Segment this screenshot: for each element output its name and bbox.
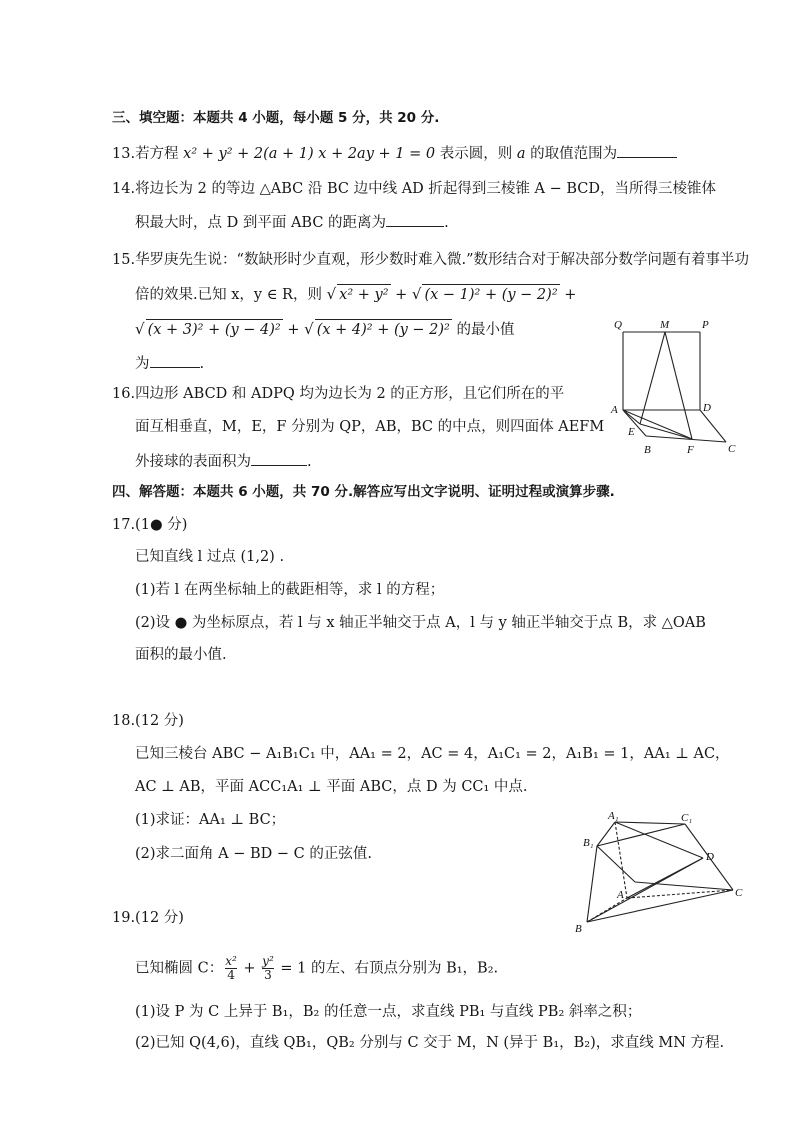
question-15-line-4: 为 . <box>135 353 204 374</box>
question-16-line-2: 面互相垂直，M，E，F 分别为 QP，AB，BC 的中点，则四面体 AEFM <box>135 419 605 435</box>
question-18-stem-2: AC ⊥ AB，平面 ACC₁A₁ ⊥ 平面 ABC，点 D 为 CC₁ 中点. <box>135 779 528 795</box>
q13-equation: x² + y² + 2(a + 1) x + 2ay + 1 = 0 <box>183 146 436 162</box>
fig18-label-b1: B₁ <box>583 837 594 849</box>
question-14-line-2: 积最大时，点 D 到平面 ABC 的距离为 . <box>135 212 449 233</box>
sqrt-term-1: x² + y² <box>337 284 390 305</box>
answer-blank <box>617 143 677 158</box>
fig16-label-m: M <box>660 319 670 331</box>
question-18-stem-1: 已知三棱台 ABC − A₁B₁C₁ 中，AA₁ = 2，AC = 4，A₁C₁ = 2，A₁B₁ = 1，AA₁ ⊥ AC， <box>135 746 730 762</box>
section-3-header: 三、填空题：本题共 4 小题，每小题 5 分，共 20 分. <box>112 110 440 126</box>
fig18-label-a1: A₁ <box>608 810 619 822</box>
fig16-label-p: P <box>702 319 709 331</box>
question-14-line-1: 14.将边长为 2 的等边 △ABC 沿 BC 边中线 AD 折起得到三棱锥 A − BCD，当所得三棱锥体 <box>112 181 717 197</box>
fig16-label-c: C <box>728 443 736 455</box>
question-19-part-2: (2)已知 Q(4,6)，直线 QB₁，QB₂ 分别与 C 交于 M，N (异于 B₁，B₂)，求直线 MN 方程. <box>135 1035 725 1051</box>
question-15-line-1: 15.华罗庚先生说：“数缺形时少直观，形少数时难入微.”数形结合对于解决部分数学问题有着事半功 <box>112 252 749 268</box>
fig16-label-f: F <box>687 444 694 456</box>
question-19-heading: 19.(12 分) <box>112 910 184 926</box>
sqrt-term-4: (x + 4)² + (y − 2)² <box>315 319 452 340</box>
answer-blank <box>386 212 444 227</box>
question-15-line-3: √ (x + 3)² + (y − 4)² + √ (x + 4)² + (y − 2)² 的最小值 <box>135 320 515 338</box>
fig18-label-d: D <box>706 851 714 863</box>
fig18-label-a: A <box>617 889 624 901</box>
sqrt-term-2: (x − 1)² + (y − 2)² <box>422 284 559 305</box>
figure-18-frustum <box>575 810 750 935</box>
fig18-label-b: B <box>575 923 582 935</box>
sqrt-term-3: (x + 3)² + (y − 4)² <box>146 319 283 340</box>
question-19-stem: 已知椭圆 C： $\frac{\text{x²}}{4}$ + $\frac{\text{y²}}{3}$ = 1 的左、右顶点分别为 B₁，B₂. <box>135 954 499 982</box>
question-18-part-2: (2)求二面角 A − BD − C 的正弦值. <box>135 846 372 862</box>
fraction-x2-over-4: $\frac{\text{x²}}{4}$ <box>225 954 237 982</box>
question-13: 13.若方程 x² + y² + 2(a + 1) x + 2ay + 1 = 0 表示圆，则 a 的取值范围为 <box>112 143 677 164</box>
question-17-stem: 已知直线 l 过点 (1,2) . <box>135 549 285 565</box>
fig18-label-c: C <box>735 887 743 899</box>
question-17-part-1: (1)若 l 在两坐标轴上的截距相等，求 l 的方程； <box>135 582 445 598</box>
answer-blank <box>150 353 200 368</box>
question-17-heading: 17.(1● 分) <box>112 517 188 533</box>
question-16-line-1: 16.四边形 ABCD 和 ADPQ 均为边长为 2 的正方形，且它们所在的平 <box>112 386 565 402</box>
question-16-line-3: 外接球的表面积为 . <box>135 451 312 472</box>
figure-16-squares <box>608 312 758 462</box>
question-17-part-2-cont: 面积的最小值. <box>135 647 227 663</box>
fig16-label-b: B <box>644 444 651 456</box>
fig16-label-a: A <box>611 404 618 416</box>
q15-number: 15. <box>112 252 136 268</box>
fig16-label-q: Q <box>614 319 622 331</box>
question-19-part-1: (1)设 P 为 C 上异于 B₁，B₂ 的任意一点，求直线 PB₁ 与直线 PB₂ 斜率之积； <box>135 1004 642 1020</box>
q13-number: 13. <box>112 146 136 162</box>
fig16-label-e: E <box>628 426 635 438</box>
answer-blank <box>251 451 307 466</box>
question-17-part-2: (2)设 ● 为坐标原点，若 l 与 x 轴正半轴交于点 A，l 与 y 轴正半轴交于点 B，求 △OAB <box>135 615 706 631</box>
fig16-label-d: D <box>703 402 711 414</box>
q14-number: 14. <box>112 181 136 197</box>
q16-number: 16. <box>112 386 136 402</box>
question-15-line-2: 倍的效果.已知 x，y ∈ R，则 √ x² + y² + √ (x − 1)² + (y − 2)² + <box>135 285 577 303</box>
fig18-label-c1: C₁ <box>681 812 693 824</box>
question-18-part-1: (1)求证：AA₁ ⊥ BC； <box>135 812 286 828</box>
question-18-heading: 18.(12 分) <box>112 713 184 729</box>
fraction-y2-over-3: $\frac{\text{y²}}{3}$ <box>262 954 274 982</box>
section-4-header: 四、解答题：本题共 6 小题，共 70 分.解答应写出文字说明、证明过程或演算步骤. <box>112 484 615 500</box>
